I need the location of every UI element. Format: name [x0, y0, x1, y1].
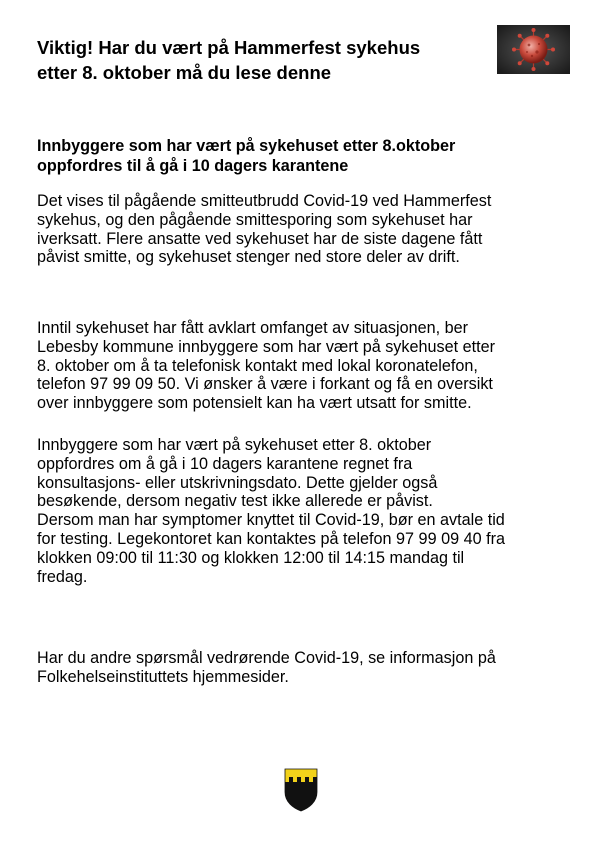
paragraph-more-info: Har du andre spørsmål vedrørende Covid-19, se informasjon på Folkehelseinstituttets hjemmesider. — [37, 649, 496, 686]
document-title: Viktig! Har du vært på Hammerfest sykehus etter 8. oktober må du lese denne — [37, 37, 421, 83]
section-heading: Innbyggere som har vært på sykehuset etter 8.oktober oppfordres til å gå i 10 dagers karantene — [37, 137, 456, 175]
coat-of-arms-icon — [284, 768, 318, 812]
coronavirus-image — [497, 25, 570, 74]
paragraph-outbreak-info: Det vises til pågående smitteutbrudd Covid-19 ved Hammerfest sykehus, og den pågående smittesporing som sykehuset har iverksatt. Flere ansatte ved sykehuset har de siste dagene fått påvist smitte, og sykehuset stenger ned store deler av drift. — [37, 192, 492, 267]
paragraph-quarantine-guidance: Innbyggere som har vært på sykehuset etter 8. oktober oppfordres om å gå i 10 dagers karantene regnet fra konsultasjons- eller utskrivningsdato. Dette gjelder også besøkende, dersom negativ test ikke allerede er påvist. Dersom man har symptomer knyttet til Covid-19, bør en avtale tid for testing. Legekontoret kan kontaktes på telefon 97 99 09 40 fra klokken 09:00 til 11:30 og klokken 12:00 til 14:15 mandag til fredag. — [37, 436, 505, 586]
paragraph-contact-request: Inntil sykehuset har fått avklart omfanget av situasjonen, ber Lebesby kommune innbyggere som har vært på sykehuset etter 8. oktober om å ta telefonisk kontakt med lokal koronatelefon, telefon 97 99 09 50. Vi ønsker å være i forkant og få en oversikt over innbyggere som potensielt kan ha vært utsatt for smitte. — [37, 319, 495, 413]
